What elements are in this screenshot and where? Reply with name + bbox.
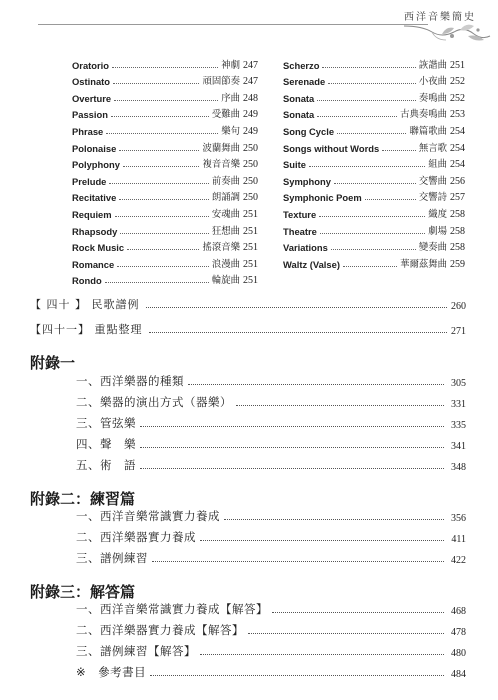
- glossary-term: Theatre: [283, 225, 317, 237]
- glossary-term: Polonaise: [72, 142, 117, 154]
- dot-leader: [236, 405, 444, 406]
- dot-leader: [120, 233, 209, 234]
- entry-page-number: 341: [451, 441, 466, 452]
- toc-entry[interactable]: [76, 457, 466, 473]
- entry-page-number: 480: [451, 648, 466, 659]
- glossary-row[interactable]: [283, 54, 465, 71]
- glossary-row[interactable]: [72, 104, 258, 121]
- dot-leader: [140, 426, 444, 427]
- glossary-page-number: 247: [243, 76, 258, 88]
- glossary-page-number: 251: [450, 59, 465, 71]
- glossary-page-number: 251: [243, 275, 258, 287]
- entry-page-number: 348: [451, 462, 466, 473]
- floral-ornament-icon: [402, 20, 492, 46]
- glossary-translation: 劇場: [428, 225, 447, 237]
- glossary-page-number: 249: [243, 125, 258, 137]
- dot-leader: [272, 612, 444, 613]
- glossary-term: Rock Music: [72, 242, 125, 254]
- dot-leader: [365, 199, 416, 200]
- entry-label: 四、聲 樂: [76, 437, 136, 451]
- glossary-term: Scherzo: [283, 59, 320, 71]
- glossary-row[interactable]: [72, 270, 258, 287]
- glossary-page-number: 251: [243, 208, 258, 220]
- glossary-term: Polyphony: [72, 159, 120, 171]
- dot-leader: [224, 519, 444, 520]
- entry-label: 三、譜例練習: [76, 551, 148, 565]
- toc-entry[interactable]: [76, 436, 466, 452]
- dot-leader: [248, 633, 444, 634]
- dot-leader: [115, 216, 209, 217]
- entry-page-number: 356: [451, 513, 466, 524]
- entry-label: 一、西洋音樂常識實力養成【解答】: [76, 602, 268, 616]
- glossary-translation: 複音音樂: [202, 159, 240, 171]
- dot-leader: [105, 282, 209, 283]
- glossary-term: Prelude: [72, 175, 107, 187]
- entry-page-number: 468: [451, 606, 466, 617]
- dot-leader: [114, 100, 218, 101]
- glossary-page-number: 258: [450, 208, 465, 220]
- entry-label: 二、樂器的演出方式（器樂）: [76, 395, 232, 409]
- glossary-row[interactable]: [283, 120, 465, 137]
- section-title-appendix-2: 附錄二：練習篇: [30, 490, 136, 508]
- toc-entry[interactable]: [76, 415, 466, 431]
- glossary-row[interactable]: [283, 187, 465, 204]
- toc-entry[interactable]: [76, 550, 466, 566]
- glossary-row[interactable]: [72, 54, 258, 71]
- toc-page-number: 260: [451, 301, 466, 312]
- page-header: [0, 0, 498, 40]
- dot-leader: [109, 183, 208, 184]
- dot-leader: [317, 100, 416, 101]
- dot-leader: [337, 133, 406, 134]
- glossary-translation: 序曲: [221, 92, 240, 104]
- entry-page-number: 331: [451, 399, 466, 410]
- dot-leader: [343, 266, 397, 267]
- glossary-translation: 安魂曲: [211, 208, 240, 220]
- glossary-page-number: 257: [450, 192, 465, 204]
- toc-entry[interactable]: [76, 529, 466, 545]
- glossary-term: Romance: [72, 258, 115, 270]
- toc-chapter-41[interactable]: [30, 321, 466, 337]
- glossary-row[interactable]: [72, 253, 258, 270]
- dot-leader: [140, 447, 444, 448]
- glossary-page-number: 250: [243, 175, 258, 187]
- section-title-appendix-3: 附錄三：解答篇: [30, 583, 136, 601]
- dot-leader: [111, 116, 209, 117]
- glossary-page-number: 252: [450, 92, 465, 104]
- glossary-translation: 古典奏鳴曲: [400, 109, 447, 121]
- glossary-translation: 組曲: [428, 159, 447, 171]
- glossary-translation: 狂想曲: [211, 225, 240, 237]
- glossary-row[interactable]: [283, 87, 465, 104]
- glossary-term: Rondo: [72, 275, 102, 287]
- glossary-term: Recitative: [72, 192, 117, 204]
- dot-leader: [146, 307, 448, 308]
- glossary-page-number: 250: [243, 159, 258, 171]
- entry-page-number: 478: [451, 627, 466, 638]
- glossary-translation: 波蘭舞曲: [202, 142, 240, 154]
- toc-entry[interactable]: [76, 622, 466, 638]
- dot-leader: [106, 133, 218, 134]
- entry-label: ※ 參考書目: [76, 665, 147, 679]
- glossary-page-number: 258: [450, 242, 465, 254]
- section-title-appendix-1: 附錄一: [30, 354, 76, 372]
- dot-leader: [123, 166, 200, 167]
- glossary-page-number: 251: [243, 225, 258, 237]
- glossary-translation: 聯篇歌曲: [409, 125, 447, 137]
- glossary-row[interactable]: [283, 104, 465, 121]
- glossary-page-number: 247: [243, 59, 258, 71]
- glossary-term: Songs without Words: [283, 142, 380, 154]
- dot-leader: [149, 332, 448, 333]
- glossary-translation: 前奏曲: [211, 175, 240, 187]
- entry-label: 一、西洋音樂常識實力養成: [76, 509, 220, 523]
- glossary-page-number: 250: [243, 142, 258, 154]
- header-rule: [38, 24, 428, 25]
- entry-page-number: 422: [451, 555, 466, 566]
- glossary-row[interactable]: [283, 203, 465, 220]
- glossary-term: Phrase: [72, 125, 104, 137]
- glossary-column-right: [283, 54, 465, 270]
- glossary-row[interactable]: [72, 187, 258, 204]
- glossary-translation: 輪旋曲: [211, 275, 240, 287]
- dot-leader: [119, 150, 199, 151]
- glossary-term: Oratorio: [72, 59, 109, 71]
- glossary-term: Song Cycle: [283, 125, 335, 137]
- dot-leader: [188, 384, 444, 385]
- glossary-row[interactable]: [72, 120, 258, 137]
- glossary-term: Passion: [72, 109, 108, 121]
- entry-label: 一、西洋樂器的種類: [76, 374, 184, 388]
- glossary-term: Ostinato: [72, 76, 111, 88]
- dot-leader: [150, 675, 444, 676]
- glossary-page-number: 256: [450, 175, 465, 187]
- dot-leader: [328, 83, 416, 84]
- dot-leader: [152, 561, 444, 562]
- toc-entry[interactable]: [76, 643, 466, 659]
- dot-leader: [322, 67, 415, 68]
- glossary-term: Suite: [283, 159, 306, 171]
- glossary-page-number: 253: [450, 109, 465, 121]
- glossary-translation: 神劇: [221, 59, 240, 71]
- glossary-term: Requiem: [72, 208, 112, 220]
- glossary-term: Waltz (Valse): [283, 258, 340, 270]
- dot-leader: [200, 654, 444, 655]
- glossary-translation: 無言歌: [418, 142, 447, 154]
- glossary-row[interactable]: [283, 253, 465, 270]
- toc-chapter-40[interactable]: [30, 296, 466, 312]
- glossary-term: Overture: [72, 92, 112, 104]
- dot-leader: [331, 249, 416, 250]
- glossary-translation: 樂句: [221, 125, 240, 137]
- entry-label: 五、術 語: [76, 458, 136, 472]
- dot-leader: [309, 166, 425, 167]
- glossary-row[interactable]: [72, 71, 258, 88]
- entry-label: 三、管弦樂: [76, 416, 136, 430]
- glossary-page-number: 254: [450, 159, 465, 171]
- glossary-term: Sonata: [283, 92, 315, 104]
- glossary-translation: 朗誦調: [211, 192, 240, 204]
- dot-leader: [200, 540, 444, 541]
- glossary-term: Serenade: [283, 76, 326, 88]
- glossary-page-number: 251: [243, 258, 258, 270]
- entry-page-number: 305: [451, 378, 466, 389]
- glossary-translation: 奏鳴曲: [418, 92, 447, 104]
- glossary-translation: 頑固節奏: [202, 76, 240, 88]
- glossary-translation: 受難曲: [211, 109, 240, 121]
- glossary-row[interactable]: [72, 237, 258, 254]
- entry-page-number: 411: [451, 534, 466, 545]
- glossary-row[interactable]: [72, 154, 258, 171]
- glossary-term: Symphony: [283, 175, 331, 187]
- glossary-translation: 詼諧曲: [418, 59, 447, 71]
- glossary-page-number: 259: [450, 258, 465, 270]
- glossary-term: Sonata: [283, 109, 315, 121]
- glossary-translation: 搖滾音樂: [202, 242, 240, 254]
- glossary-page-number: 258: [450, 225, 465, 237]
- dot-leader: [140, 468, 444, 469]
- toc-entry[interactable]: [76, 394, 466, 410]
- glossary-term: Rhapsody: [72, 225, 118, 237]
- entry-label: 二、西洋樂器實力養成【解答】: [76, 623, 244, 637]
- dot-leader: [119, 199, 209, 200]
- entry-label: 二、西洋樂器實力養成: [76, 530, 196, 544]
- entry-label: 三、譜例練習【解答】: [76, 644, 196, 658]
- glossary-page-number: 251: [243, 242, 258, 254]
- dot-leader: [334, 183, 416, 184]
- dot-leader: [117, 266, 209, 267]
- glossary-row[interactable]: [283, 170, 465, 187]
- glossary-row[interactable]: [72, 203, 258, 220]
- glossary-page-number: 252: [450, 76, 465, 88]
- glossary-row[interactable]: [283, 237, 465, 254]
- dot-leader: [382, 150, 416, 151]
- dot-leader: [112, 67, 218, 68]
- glossary-translation: 華爾茲舞曲: [400, 258, 447, 270]
- glossary-translation: 交響詩: [418, 192, 447, 204]
- glossary-row[interactable]: [72, 170, 258, 187]
- glossary-page-number: 254: [450, 125, 465, 137]
- glossary-page-number: 254: [450, 142, 465, 154]
- dot-leader: [317, 116, 397, 117]
- glossary-term: Variations: [283, 242, 328, 254]
- glossary-row[interactable]: [283, 71, 465, 88]
- toc-page-number: 271: [451, 326, 466, 337]
- glossary-translation: 織度: [428, 208, 447, 220]
- glossary-row[interactable]: [72, 137, 258, 154]
- toc-chapter-label: 【四十一】 重點整理: [30, 323, 143, 336]
- header-title: 西洋音樂簡史: [404, 12, 476, 23]
- glossary-translation: 變奏曲: [418, 242, 447, 254]
- entry-page-number: 335: [451, 420, 466, 431]
- entry-page-number: 484: [451, 669, 466, 680]
- toc-chapter-label: 【 四十 】 民歌譜例: [30, 298, 140, 311]
- glossary-page-number: 249: [243, 109, 258, 121]
- glossary-translation: 交響曲: [418, 175, 447, 187]
- glossary-row[interactable]: [283, 220, 465, 237]
- glossary-row[interactable]: [72, 220, 258, 237]
- glossary-row[interactable]: [283, 137, 465, 154]
- glossary-page-number: 250: [243, 192, 258, 204]
- glossary-row[interactable]: [283, 154, 465, 171]
- dot-leader: [319, 216, 425, 217]
- toc-entry[interactable]: [76, 508, 466, 524]
- glossary-translation: 浪漫曲: [211, 258, 240, 270]
- toc-entry[interactable]: [76, 664, 466, 680]
- glossary-term: Texture: [283, 208, 317, 220]
- dot-leader: [127, 249, 199, 250]
- glossary-row[interactable]: [72, 87, 258, 104]
- toc-entry[interactable]: [76, 373, 466, 389]
- glossary-column-left: [72, 54, 258, 286]
- dot-leader: [113, 83, 199, 84]
- toc-entry[interactable]: [76, 601, 466, 617]
- glossary-term: Symphonic Poem: [283, 192, 362, 204]
- glossary-page-number: 248: [243, 92, 258, 104]
- glossary-translation: 小夜曲: [418, 76, 447, 88]
- dot-leader: [320, 233, 425, 234]
